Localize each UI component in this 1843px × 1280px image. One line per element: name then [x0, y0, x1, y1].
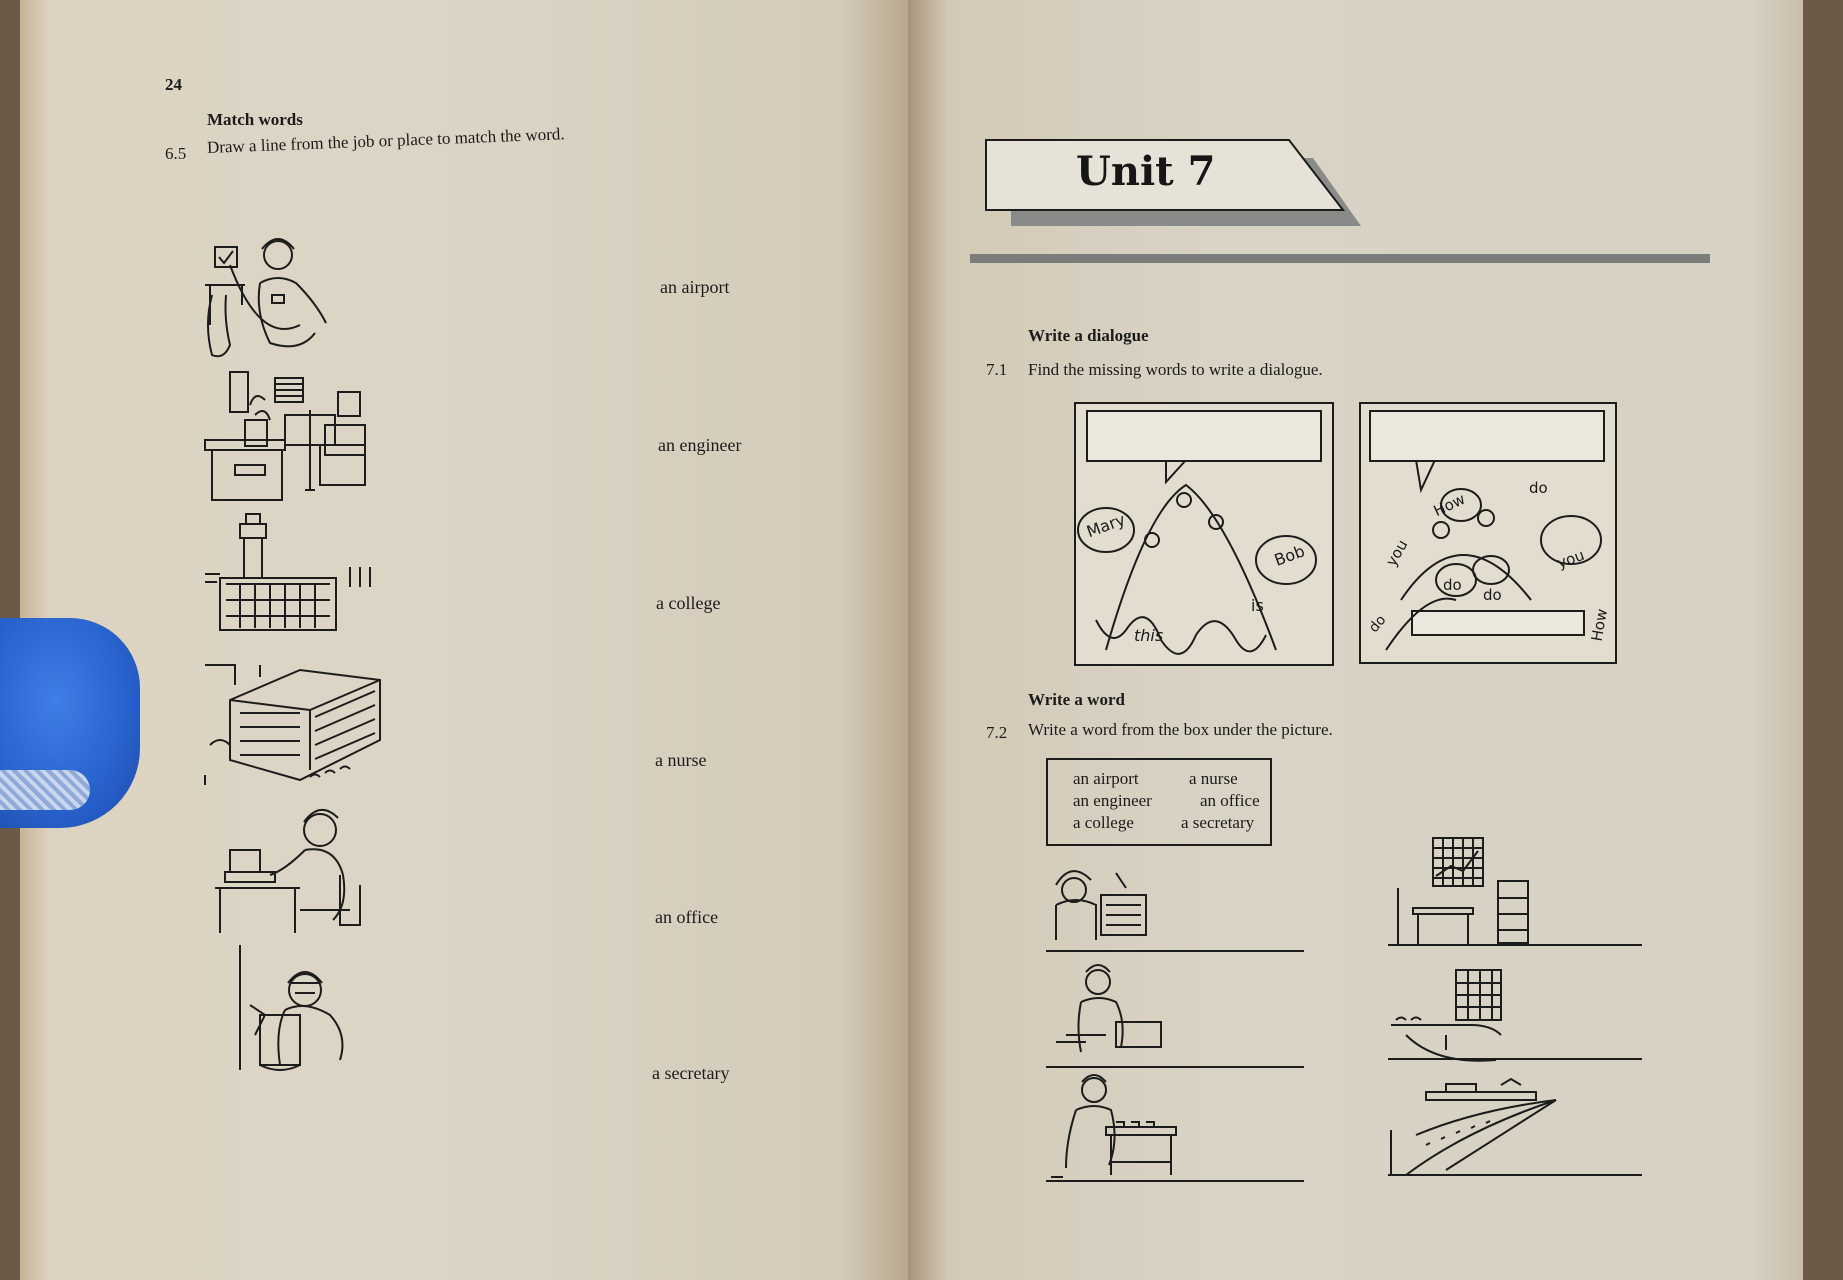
word-box-airport: an airport: [1073, 769, 1139, 788]
word-secretary: a secretary: [652, 1063, 730, 1083]
word-box-office: an office: [1200, 791, 1260, 810]
word-box: [1046, 758, 1272, 846]
blue-glove-finger: [0, 618, 140, 828]
office-illustration: [1388, 836, 1538, 946]
word-office: an office: [655, 907, 719, 927]
college-picture: [200, 655, 390, 790]
comic-panel-2: [1359, 402, 1617, 664]
answer-line-4[interactable]: [1388, 1058, 1642, 1060]
divider-rule: [970, 254, 1710, 263]
exercise-7-2-number: 7.2: [986, 723, 1008, 742]
answer-line-2[interactable]: [1388, 944, 1642, 946]
engineer-picture: [200, 945, 380, 1085]
unit-title: Unit 7: [1076, 148, 1216, 195]
answer-line-5[interactable]: [1046, 1180, 1304, 1182]
answer-line-6[interactable]: [1388, 1174, 1642, 1176]
exercise-7-1-instruction: Find the missing words to write a dialogue.: [1028, 360, 1323, 379]
answer-line-3[interactable]: [1046, 1066, 1304, 1068]
answer-line-1[interactable]: [1046, 950, 1304, 952]
secretary-picture: [200, 800, 380, 940]
right-page: [908, 0, 1803, 1280]
comic-word-do-bottom: do: [1365, 612, 1390, 636]
comic-word-this: this: [1134, 626, 1164, 645]
airport-picture: [200, 512, 380, 637]
word-nurse: a nurse: [655, 750, 707, 770]
section-title-write-word: Write a word: [1028, 690, 1125, 709]
word-box-secretary: a secretary: [1181, 813, 1255, 832]
comic-word-how-bottom: How: [1587, 607, 1612, 643]
comic-word-do-top: do: [1529, 479, 1548, 497]
comic-word-mary: Mary: [1083, 509, 1128, 542]
comic-word-do-2: do: [1483, 586, 1502, 604]
office-picture: [200, 370, 380, 510]
comic-word-how: How: [1430, 489, 1469, 521]
speech-bubble-empty-2[interactable]: [1369, 410, 1605, 462]
airport-illustration: [1386, 1075, 1566, 1180]
exercise-number: 6.5: [165, 144, 187, 163]
word-box-college: a college: [1073, 813, 1134, 832]
college-illustration: [1386, 965, 1526, 1065]
word-engineer: an engineer: [658, 435, 742, 455]
comic-word-is: is: [1251, 596, 1264, 615]
nurse-illustration: [1046, 1072, 1186, 1182]
comic-panel-1: [1074, 402, 1334, 666]
nurse-picture: [200, 225, 370, 365]
comic-word-bob: Bob: [1271, 541, 1308, 570]
comic-word-do-1: do: [1443, 576, 1462, 594]
speech-bubble-empty-1[interactable]: [1086, 410, 1322, 462]
exercise-7-2-instruction: Write a word from the box under the picture.: [1028, 720, 1333, 739]
word-box-engineer: an engineer: [1073, 791, 1152, 810]
section-title-match-words: Match words: [207, 110, 303, 129]
exercise-7-1-number: 7.1: [986, 360, 1008, 379]
section-title-write-dialogue: Write a dialogue: [1028, 326, 1149, 345]
exercise-instruction: Draw a line from the job or place to match the word.: [206, 124, 565, 157]
word-box-nurse: a nurse: [1189, 769, 1238, 788]
secretary-illustration: [1046, 960, 1176, 1060]
comic-word-you-right: you: [1554, 545, 1587, 573]
word-college: a college: [656, 593, 721, 613]
engineer-illustration: [1046, 855, 1156, 945]
word-airport: an airport: [660, 277, 730, 297]
page-number: 24: [165, 75, 182, 94]
left-page: [20, 0, 908, 1280]
comic-word-you-left: you: [1382, 536, 1412, 570]
